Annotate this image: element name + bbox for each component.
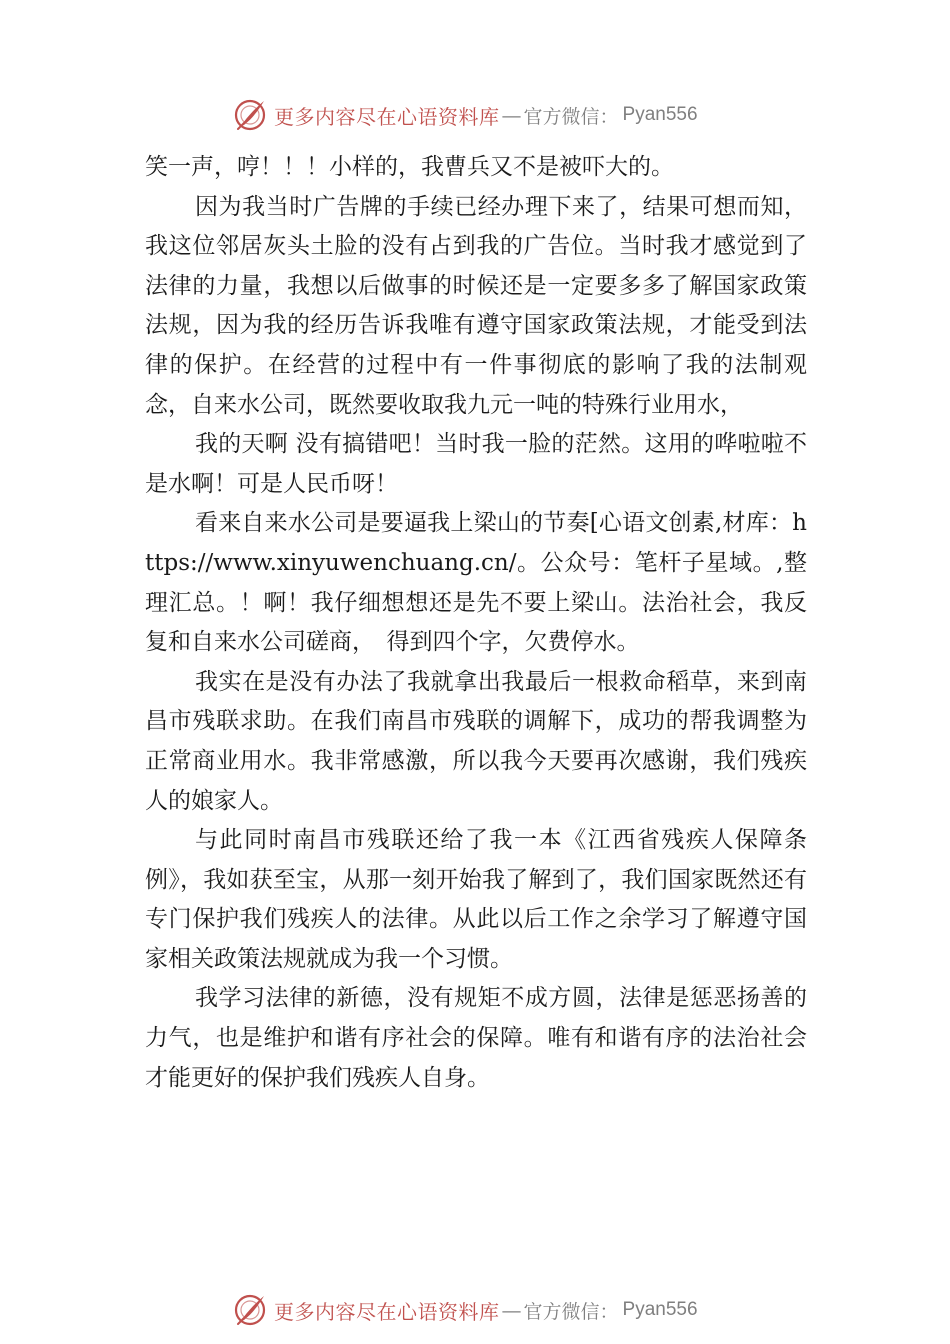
paragraph: 我学习法律的新德，没有规矩不成方圆，法律是惩恶扬善的力气，也是维护和谐有序社会的保障。唯有和谐有序的法治社会才能更好的保护我们残疾人自身。 (145, 985, 807, 1091)
document-body (145, 148, 807, 1098)
footer-channel-label: 官方微信： (523, 1300, 619, 1323)
quill-logo-icon (232, 97, 268, 133)
header-separator: — (501, 103, 522, 127)
paragraph: 与此同时南昌市残联还给了我一本《江西省残疾人保障条例》，我如获至宝，从那一刻开始我了解到了，我们国家既然还有专门保护我们残疾人的法律。从此以后工作之余学习了解遵守国家相关政策法规就成为我一个习惯。 (145, 827, 807, 972)
footer-brand-text: 更多内容尽在心语资料库 (274, 1299, 500, 1324)
paragraph: 看来自来水公司是要逼我上梁山的节奏[心语文创素,材库：https://www.xinyuwenchuang.cn/。公众号：笔杆子星域。,整理汇总。！啊！我仔细想想还是先不要上梁山。法治社会，我反复和自来水公司磋商， 得到四个字，欠费停水。 (145, 510, 807, 656)
footer-channel-id: Pyan556 (622, 1299, 698, 1320)
paragraph: 因为我当时广告牌的手续已经办理下来了，结果可想而知，我这位邻居灰头土脸的没有占到我的广告位。当时我才感觉到了法律的力量，我想以后做事的时候还是一定要多多了解国家政策法规，因为我的经历告诉我唯有遵守国家政策法规，才能受到法律的保护。在经营的过程中有一件事彻底的影响了我的法制观念，自来水公司，既然要收取我九元一吨的特殊行业用水， (145, 193, 807, 418)
footer-separator: — (501, 1298, 522, 1322)
paragraph: 我实在是没有办法了我就拿出我最后一根救命稻草，来到南昌市残联求助。在我们南昌市残联的调解下，成功的帮我调整为正常商业用水。我非常感激，所以我今天要再次感谢，我们残疾人的娘家人。 (145, 668, 807, 814)
quill-logo-icon (232, 1292, 268, 1328)
paragraph-continuation: 笑一声，哼！！！小样的，我曹兵又不是被吓大的。 (145, 154, 674, 180)
header-channel-id: Pyan556 (622, 104, 698, 125)
header-channel-label: 官方微信： (523, 105, 619, 128)
footer-banner (232, 1290, 698, 1330)
header-brand-text: 更多内容尽在心语资料库 (274, 104, 500, 129)
header-banner (232, 95, 698, 135)
paragraph: 我的天啊 没有搞错吧！当时我一脸的茫然。这用的哗啦啦不是水啊！可是人民币呀！ (145, 431, 807, 497)
